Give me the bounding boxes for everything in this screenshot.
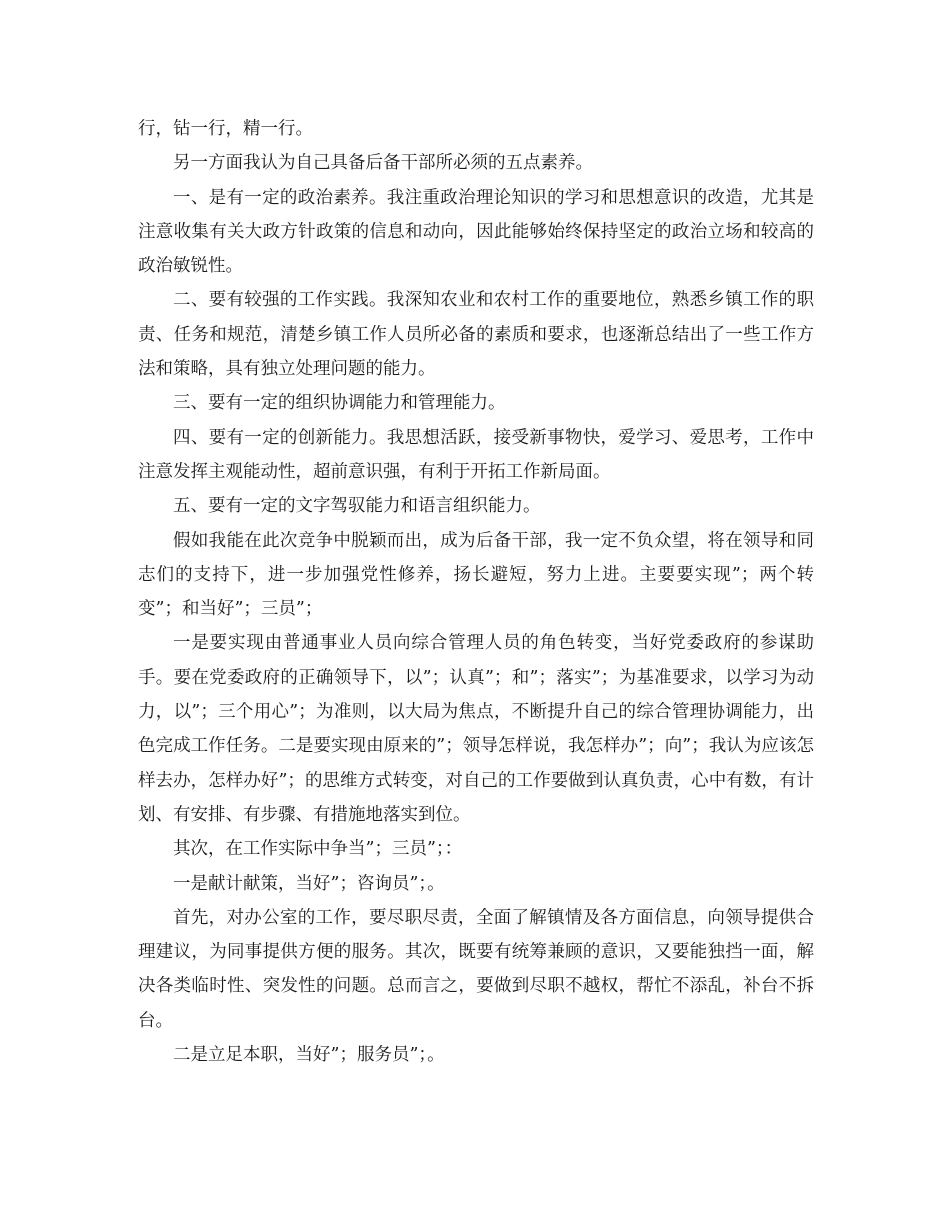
paragraph-12: 首先，对办公室的工作，要尽职尽责，全面了解镇情及各方面信息，向领导提供合理建议，为同事提供方便的服务。其次，既要有统筹兼顾的意识，又要能独挡一面，解决各类临时性、突发性的问题。总而言之，要做到尽职不越权，帮忙不添乱，补台不拆台。: [138, 907, 814, 1031]
paragraph-8: 假如我能在此次竞争中脱颖而出，成为后备干部，我一定不负众望，将在领导和同志们的支持下，进一步加强党性修养，扬长避短，努力上进。主要要实现”；两个转变”；和当好”；三员”；: [138, 530, 814, 620]
paragraph-1: 行，钻一行，精一行。: [138, 119, 313, 139]
paragraph-6: 四、要有一定的创新能力。我思想活跃，接受新事物快，爱学习、爱思考，工作中注意发挥主观能动性，超前意识强，有利于开拓工作新局面。: [138, 427, 814, 482]
paragraph-10: 其次，在工作实际中争当”；三员”；：: [173, 839, 463, 860]
paragraph-9: 一是要实现由普通事业人员向综合管理人员的角色转变，当好党委政府的参谋助手。要在党委政府的正确领导下，以”；认真”；和”；落实”；为基准要求，以学习为动力，以”；三个用心”；为准则，以大局为焦点，不断提升自己的综合管理协调能力，出色完成工作任务。二是要实现由原来的”；领导怎样说，我怎样办”；向”；我认为应该怎样去办，怎样办好”；的思维方式转变，对自己的工作要做到认真负责，心中有数，有计划、有安排、有步骤、有措施地落实到位。: [138, 633, 814, 825]
paragraph-5: 三、要有一定的组织协调能力和管理能力。: [173, 393, 506, 414]
paragraph-7: 五、要有一定的文字驾驭能力和语言组织能力。: [173, 496, 541, 517]
paragraph-4: 二、要有较强的工作实践。我深知农业和农村工作的重要地位，熟悉乡镇工作的职责、任务和规范，清楚乡镇工作人员所必备的素质和要求，也逐渐总结出了一些工作方法和策略，具有独立处理问题的能力。: [138, 290, 814, 380]
document-body: [138, 112, 814, 1072]
paragraph-13: 二是立足本职，当好”；服务员”；。: [173, 1045, 445, 1066]
paragraph-11: 一是献计献策，当好”；咨询员”；。: [173, 873, 445, 894]
paragraph-2: 另一方面我认为自己具备后备干部所必须的五点素养。: [173, 153, 593, 174]
paragraph-3: 一、是有一定的政治素养。我注重政治理论知识的学习和思想意识的改造，尤其是注意收集有关大政方针政策的信息和动向，因此能够始终保持坚定的政治立场和较高的政治敏锐性。: [138, 187, 814, 277]
